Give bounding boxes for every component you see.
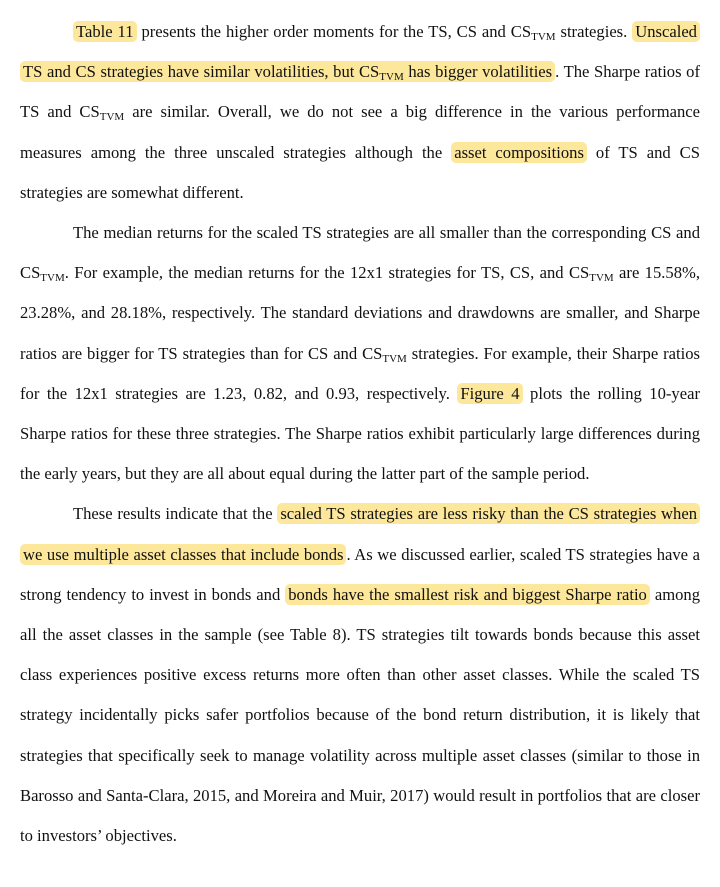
text-run: are 15.58%, 23.28%, and 28.18%, respectively. The standard deviations and drawdowns are smaller, and Sharpe ratios are bigger for TS strategies than for CS and CS xyxy=(20,263,700,363)
highlighted-text xyxy=(451,142,587,163)
subscript-text: TVM xyxy=(531,31,556,43)
subscript-text: TVM xyxy=(379,71,404,84)
text-run: The median returns for the scaled TS strategies are all smaller than the corresponding CS and CS xyxy=(20,223,700,283)
text-run: plots the rolling 10-year Sharpe ratios for these three strategies. The Sharpe ratios exhibit particularly large differences during the early years, but they are all about equal during the latter part of the sample period. xyxy=(20,383,700,484)
text-run: . The Sharpe ratios of TS and CS xyxy=(20,62,700,122)
subscript-text: TVM xyxy=(589,272,614,285)
text-run: has bigger volatilities xyxy=(403,62,553,82)
text-run: strategies. For example, their Sharpe ratios for the 12x1 strategies are 1.23, 0.82, and 0.93, respectively. xyxy=(20,343,701,403)
text-run: strategies. xyxy=(555,22,633,41)
text-run: scaled TS strategies are less risky than the CS strategies when we use multiple asset classes that include bonds xyxy=(23,504,697,564)
subscript-text: TVM xyxy=(382,352,407,365)
paragraph-3 xyxy=(20,494,700,856)
paragraph-2 xyxy=(20,213,700,494)
text-run: of TS and CS strategies are somewhat different. xyxy=(20,142,700,202)
subscript-text: TVM xyxy=(99,111,125,124)
text-run: . For example, the median returns for the 12x1 strategies for TS, CS, and CS xyxy=(64,263,590,283)
text-run: Table 11 xyxy=(76,22,134,41)
text-run: presents the higher order moments for the TS, CS and CS xyxy=(136,22,532,41)
text-run: among all the asset classes in the sample (see Table 8). TS strategies tilt towards bonds because this asset class experiences positive excess returns more often than other asset classes. While the scaled TS strategy incidentally picks safer portfolios because of the bond return distribution, it is likely that strategies that specifically seek to manage volatility across multiple asset classes (similar to those in Barosso and Santa-Clara, 2015, and Moreira and Muir, 2017) would result in portfolios that are closer to investors’ objectives. xyxy=(20,584,700,846)
text-run: Unscaled TS and CS strategies have similar volatilities, but CS xyxy=(23,22,697,82)
text-run: asset compositions xyxy=(454,142,584,162)
paragraph-1 xyxy=(20,12,700,213)
highlighted-text xyxy=(285,584,650,605)
text-run: are similar. Overall, we do not see a big difference in the various performance measures among the three unscaled strategies although the xyxy=(20,102,700,162)
text-run: bonds have the smallest risk and biggest Sharpe ratio xyxy=(288,584,647,604)
highlighted-text xyxy=(73,21,137,42)
text-run: Figure 4 xyxy=(460,383,520,403)
subscript-text: TVM xyxy=(40,272,65,285)
text-run: These results indicate that the xyxy=(73,504,278,524)
highlighted-text xyxy=(457,383,522,404)
text-run: . As we discussed earlier, scaled TS strategies have a strong tendency to invest in bonds and xyxy=(20,544,700,604)
